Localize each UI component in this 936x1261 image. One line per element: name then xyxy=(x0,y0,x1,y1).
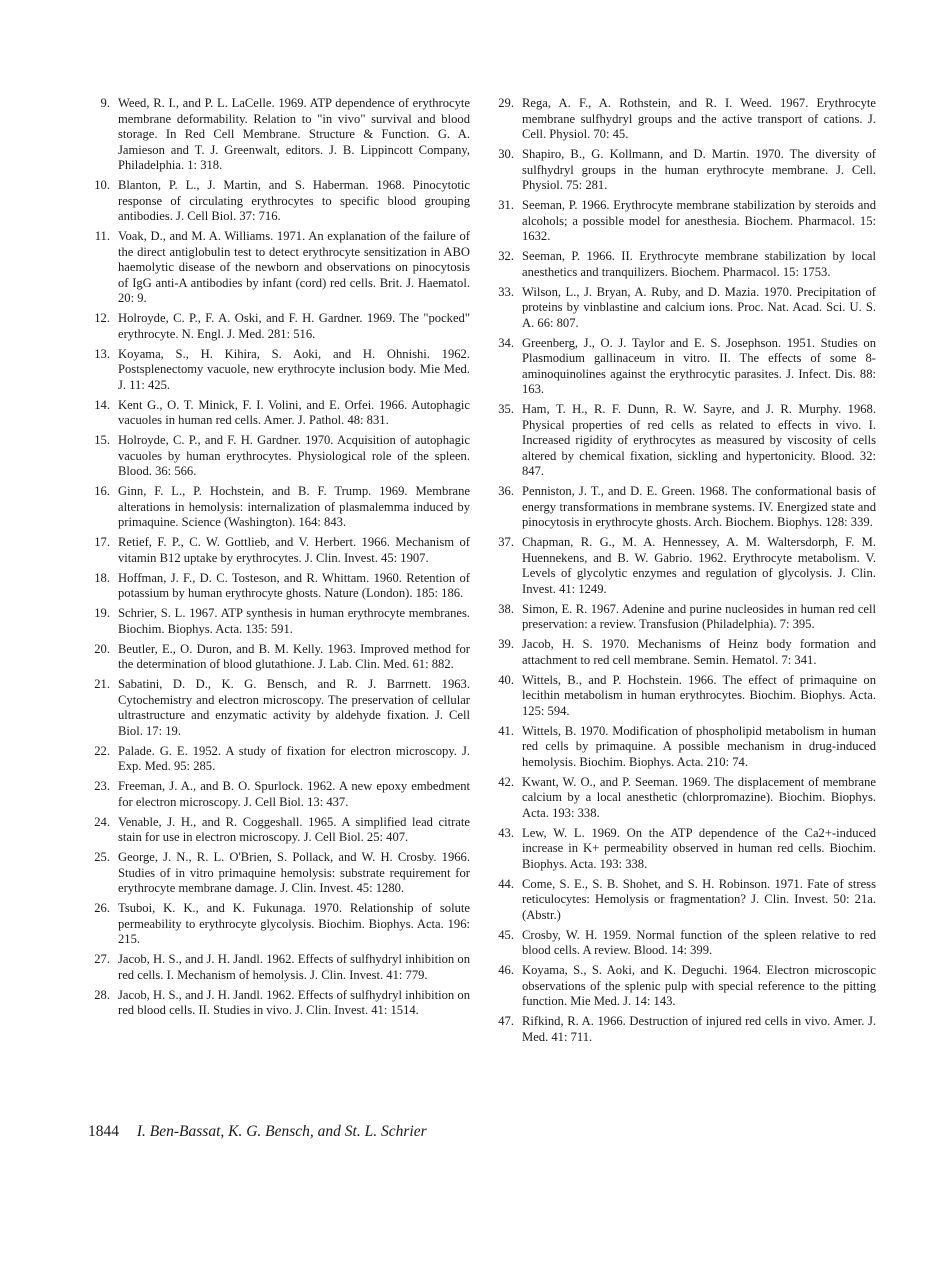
reference-number: 32. xyxy=(498,249,514,263)
reference-number: 27. xyxy=(94,952,110,966)
reference-text: Kwant, W. O., and P. Seeman. 1969. The displacement of membrane calcium by a local anesthetic (chlorpromazine). Biochim. Biophys. Acta. 193: 338. xyxy=(522,774,876,820)
reference-item xyxy=(84,311,470,342)
reference-item xyxy=(488,637,876,668)
reference-item xyxy=(84,850,470,897)
reference-number: 43. xyxy=(498,825,514,840)
reference-text: Retief, F. P., C. W. Gottlieb, and V. Herbert. 1966. Mechanism of vitamin B12 uptake by erythrocytes. J. Clin. Invest. 45: 1907. xyxy=(118,535,470,565)
reference-item xyxy=(84,433,470,480)
reference-text: Come, S. E., S. B. Shohet, and S. H. Robinson. 1971. Fate of stress reticulocytes: Hemolysis or fragmentation? J. Clin. Invest. 50: 21a. (Abstr.) xyxy=(522,876,876,922)
reference-item xyxy=(488,775,876,822)
reference-text: Ham, T. H., R. F. Dunn, R. W. Sayre, and J. R. Murphy. 1968. Physical properties of red cells as related to effects in vivo. I. Increased rigidity of erythrocytes as measured by viscosity of cells altered by chemical fixation, sickling and hypertonicity. Blood. 32: 847. xyxy=(522,402,876,478)
reference-text: Koyama, S., S. Aoki, and K. Deguchi. 1964. Electron microscopic observations of the splenic pulp with special reference to the pitting function. Mie Med. J. 14: 143. xyxy=(522,963,876,1008)
reference-number: 28. xyxy=(94,987,110,1002)
reference-number: 20. xyxy=(94,641,110,656)
reference-number: 33. xyxy=(498,284,514,299)
reference-item xyxy=(84,779,470,810)
reference-text: Jacob, H. S., and J. H. Jandl. 1962. Effects of sulfhydryl inhibition on red cells. I. Mechanism of hemolysis. J. Clin. Invest. 41: 779. xyxy=(118,952,470,982)
reference-text: Chapman, R. G., M. A. Hennessey, A. M. Waltersdorph, F. M. Huennekens, and B. W. Gabrio. 1962. Erythrocyte metabolism. V. Levels of glycolytic enzymes and regulation of glycolysis. J. Clin. Invest. 41: 1249. xyxy=(522,535,876,596)
reference-text: Penniston, J. T., and D. E. Green. 1968. The conformational basis of energy transformations in membrane systems. IV. Energized state and pinocytosis in erythrocyte ghosts. Arch. Biochem. Biophys. 128: 339. xyxy=(522,484,876,529)
reference-number: 47. xyxy=(498,1014,514,1028)
reference-item xyxy=(488,602,876,633)
reference-item xyxy=(488,402,876,480)
reference-text: Weed, R. I., and P. L. LaCelle. 1969. ATP dependence of erythrocyte membrane deformability. Relation to "in vivo" survival and blood storage. In Red Cell Membrane. Structure & Function. G. A. Jamieson and T. J. Greenwalt, editors. J. B. Lippincott Company, Philadelphia. 1: 318. xyxy=(118,96,470,172)
reference-text: Lew, W. L. 1969. On the ATP dependence of the Ca2+-induced increase in K+ permeability observed in human red cells. Biochim. Biophys. Acta. 193: 338. xyxy=(522,825,876,871)
reference-text: Hoffman, J. F., D. C. Tosteson, and R. Whittam. 1960. Retention of potassium by human erythrocyte ghosts. Nature (London). 185: 186. xyxy=(118,570,470,600)
reference-number: 38. xyxy=(498,601,514,616)
reference-item xyxy=(84,744,470,775)
reference-text: Greenberg, J., O. J. Taylor and E. S. Josephson. 1951. Studies on Plasmodium gallinaceum in vitro. II. The effects of some 8-aminoquinolines against the erythrocytic parasites. J. Infect. Dis. 88: 163. xyxy=(522,335,876,396)
reference-text: Rifkind, R. A. 1966. Destruction of injured red cells in vivo. Amer. J. Med. 41: 711. xyxy=(522,1014,876,1044)
reference-text: Beutler, E., O. Duron, and B. M. Kelly. 1963. Improved method for the determination of blood glutathione. J. Lab. Clin. Med. 61: 882. xyxy=(118,641,470,671)
reference-number: 14. xyxy=(94,397,110,412)
reference-number: 9. xyxy=(100,96,110,110)
reference-text: Wittels, B. 1970. Modification of phospholipid metabolism in human red cells by primaquine. A possible mechanism in drug-induced hemolysis. Biochim. Biophys. Acta. 210: 74. xyxy=(522,723,876,769)
reference-text: Venable, J. H., and R. Coggeshall. 1965. A simplified lead citrate stain for use in electron microscopy. J. Cell Biol. 25: 407. xyxy=(118,814,470,844)
reference-text: Crosby, W. H. 1959. Normal function of the spleen relative to red blood cells. A review. Blood. 14: 399. xyxy=(522,927,876,957)
reference-text: Koyama, S., H. Kihira, S. Aoki, and H. Ohnishi. 1962. Postsplenectomy vacuole, new erythrocyte inclusion body. Mie Med. J. 11: 425. xyxy=(118,346,470,392)
reference-text: Simon, E. R. 1967. Adenine and purine nucleosides in human red cell preservation: a review. Transfusion (Philadelphia). 7: 395. xyxy=(522,601,876,631)
reference-text: Sabatini, D. D., K. G. Bensch, and R. J. Barrnett. 1963. Cytochemistry and electron microscopy. The preservation of cellular ultrastructure and enzymatic activity by aldehyde fixation. J. Cell Biol. 17: 19. xyxy=(118,677,470,738)
reference-number: 34. xyxy=(498,335,514,350)
reference-text: Wittels, B., and P. Hochstein. 1966. The effect of primaquine on lecithin metabolism in human erythrocytes. Biochim. Biophys. Acta. 125: 594. xyxy=(522,672,876,718)
reference-text: Seeman, P. 1966. Erythrocyte membrane stabilization by steroids and alcohols; a possible model for anesthesia. Biochem. Pharmacol. 15: 1632. xyxy=(522,198,876,243)
reference-item xyxy=(84,484,470,531)
reference-item xyxy=(488,963,876,1010)
reference-item xyxy=(488,1014,876,1045)
reference-text: Holroyde, C. P., and F. H. Gardner. 1970. Acquisition of autophagic vacuoles by human erythrocytes. Physiological role of the spleen. Blood. 36: 566. xyxy=(118,433,470,478)
reference-number: 39. xyxy=(498,637,514,651)
reference-number: 40. xyxy=(498,672,514,687)
reference-number: 45. xyxy=(498,927,514,942)
reference-number: 46. xyxy=(498,963,514,977)
reference-item xyxy=(84,815,470,846)
reference-text: Freeman, J. A., and B. O. Spurlock. 1962. A new epoxy embedment for electron microscopy. J. Cell Biol. 13: 437. xyxy=(118,779,470,809)
reference-text: George, J. N., R. L. O'Brien, S. Pollack, and W. H. Crosby. 1966. Studies of in vitro primaquine hemolysis: substrate requirement for erythrocyte membrane damage. J. Clin. Invest. 45: 1280. xyxy=(118,850,470,895)
reference-text: Ginn, F. L., P. Hochstein, and B. F. Trump. 1969. Membrane alterations in hemolysis: internalization of plasmalemma induced by primaquine. Science (Washington). 164: 843. xyxy=(118,484,470,529)
reference-number: 26. xyxy=(94,901,110,915)
reference-number: 13. xyxy=(94,346,110,361)
reference-text: Palade. G. E. 1952. A study of fixation for electron microscopy. J. Exp. Med. 95: 285. xyxy=(118,743,470,773)
reference-item xyxy=(84,229,470,307)
reference-number: 22. xyxy=(94,743,110,758)
reference-number: 23. xyxy=(94,779,110,793)
reference-text: Jacob, H. S., and J. H. Jandl. 1962. Effects of sulfhydryl inhibition on red blood cells. II. Studies in vivo. J. Clin. Invest. 41: 1514. xyxy=(118,987,470,1017)
reference-item xyxy=(488,285,876,332)
reference-item xyxy=(84,677,470,739)
reference-text: Blanton, P. L., J. Martin, and S. Haberman. 1968. Pinocytotic response of circulating erythrocytes to specific blood grouping antibodies. J. Cell Biol. 37: 716. xyxy=(118,178,470,223)
reference-item xyxy=(84,347,470,394)
reference-item xyxy=(488,336,876,398)
reference-item xyxy=(488,249,876,280)
reference-number: 36. xyxy=(498,484,514,498)
reference-text: Tsuboi, K. K., and K. Fukunaga. 1970. Relationship of solute permeability to erythrocyte glycolysis. Biochim. Biophys. Acta. 196: 215. xyxy=(118,901,470,946)
reference-item xyxy=(84,398,470,429)
reference-item xyxy=(84,642,470,673)
reference-item xyxy=(488,96,876,143)
reference-number: 21. xyxy=(94,677,110,691)
reference-item xyxy=(84,178,470,225)
reference-text: Kent G., O. T. Minick, F. I. Volini, and E. Orfei. 1966. Autophagic vacuoles in human red cells. Amer. J. Pathol. 48: 831. xyxy=(118,397,470,427)
reference-item xyxy=(488,826,876,873)
running-authors: I. Ben-Bassat, K. G. Bensch, and St. L. Schrier xyxy=(136,1123,427,1140)
reference-number: 35. xyxy=(498,402,514,416)
reference-number: 18. xyxy=(94,570,110,585)
reference-number: 19. xyxy=(94,606,110,620)
reference-item xyxy=(488,484,876,531)
reference-list-right xyxy=(488,96,876,1050)
reference-number: 12. xyxy=(94,311,110,325)
reference-number: 37. xyxy=(498,535,514,549)
reference-item xyxy=(488,535,876,597)
reference-text: Voak, D., and M. A. Williams. 1971. An explanation of the failure of the direct antiglobulin test to detect erythrocyte sensitization in ABO haemolytic disease of the newborn and observations on pinocytosis of IgG anti-A antibodies by infant (cord) red cells. Brit. J. Haematol. 20: 9. xyxy=(118,229,470,305)
reference-text: Jacob, H. S. 1970. Mechanisms of Heinz body formation and attachment to red cell membrane. Semin. Hematol. 7: 341. xyxy=(522,637,876,667)
reference-number: 31. xyxy=(498,198,514,212)
reference-number: 25. xyxy=(94,850,110,864)
reference-number: 17. xyxy=(94,535,110,549)
reference-number: 16. xyxy=(94,484,110,498)
reference-number: 30. xyxy=(498,147,514,161)
reference-item xyxy=(488,673,876,720)
reference-number: 11. xyxy=(94,229,110,243)
reference-item xyxy=(488,928,876,959)
reference-number: 41. xyxy=(498,723,514,738)
reference-item xyxy=(488,724,876,771)
reference-number: 42. xyxy=(498,774,514,789)
reference-item xyxy=(84,571,470,602)
page-footer xyxy=(88,1123,427,1141)
reference-text: Seeman, P. 1966. II. Erythrocyte membrane stabilization by local anesthetics and tranquilizers. Biochem. Pharmacol. 15: 1753. xyxy=(522,249,876,279)
reference-number: 29. xyxy=(498,96,514,110)
reference-item xyxy=(84,952,470,983)
reference-item xyxy=(84,901,470,948)
reference-text: Shapiro, B., G. Kollmann, and D. Martin. 1970. The diversity of sulfhydryl groups in the human erythrocyte membrane. J. Cell. Physiol. 75: 281. xyxy=(522,147,876,192)
reference-text: Holroyde, C. P., F. A. Oski, and F. H. Gardner. 1969. The "pocked" erythrocyte. N. Engl. J. Med. 281: 516. xyxy=(118,311,470,341)
reference-number: 15. xyxy=(94,433,110,447)
reference-number: 44. xyxy=(498,876,514,891)
reference-text: Schrier, S. L. 1967. ATP synthesis in human erythrocyte membranes. Biochim. Biophys. Acta. 135: 591. xyxy=(118,606,470,636)
reference-item xyxy=(84,988,470,1019)
reference-number: 24. xyxy=(94,814,110,829)
reference-item xyxy=(488,877,876,924)
reference-item xyxy=(84,96,470,174)
reference-item xyxy=(488,198,876,245)
reference-text: Rega, A. F., A. Rothstein, and R. I. Weed. 1967. Erythrocyte membrane sulfhydryl groups and the active transport of cations. J. Cell. Physiol. 70: 45. xyxy=(522,96,876,141)
reference-item xyxy=(84,535,470,566)
reference-number: 10. xyxy=(94,178,110,192)
reference-item xyxy=(488,147,876,194)
reference-list-left xyxy=(84,96,470,1023)
reference-text: Wilson, L., J. Bryan, A. Ruby, and D. Mazia. 1970. Precipitation of proteins by vinblastine and calcium ions. Proc. Nat. Acad. Sci. U. S. A. 66: 807. xyxy=(522,284,876,330)
reference-item xyxy=(84,606,470,637)
page-number: 1844 xyxy=(88,1123,119,1140)
